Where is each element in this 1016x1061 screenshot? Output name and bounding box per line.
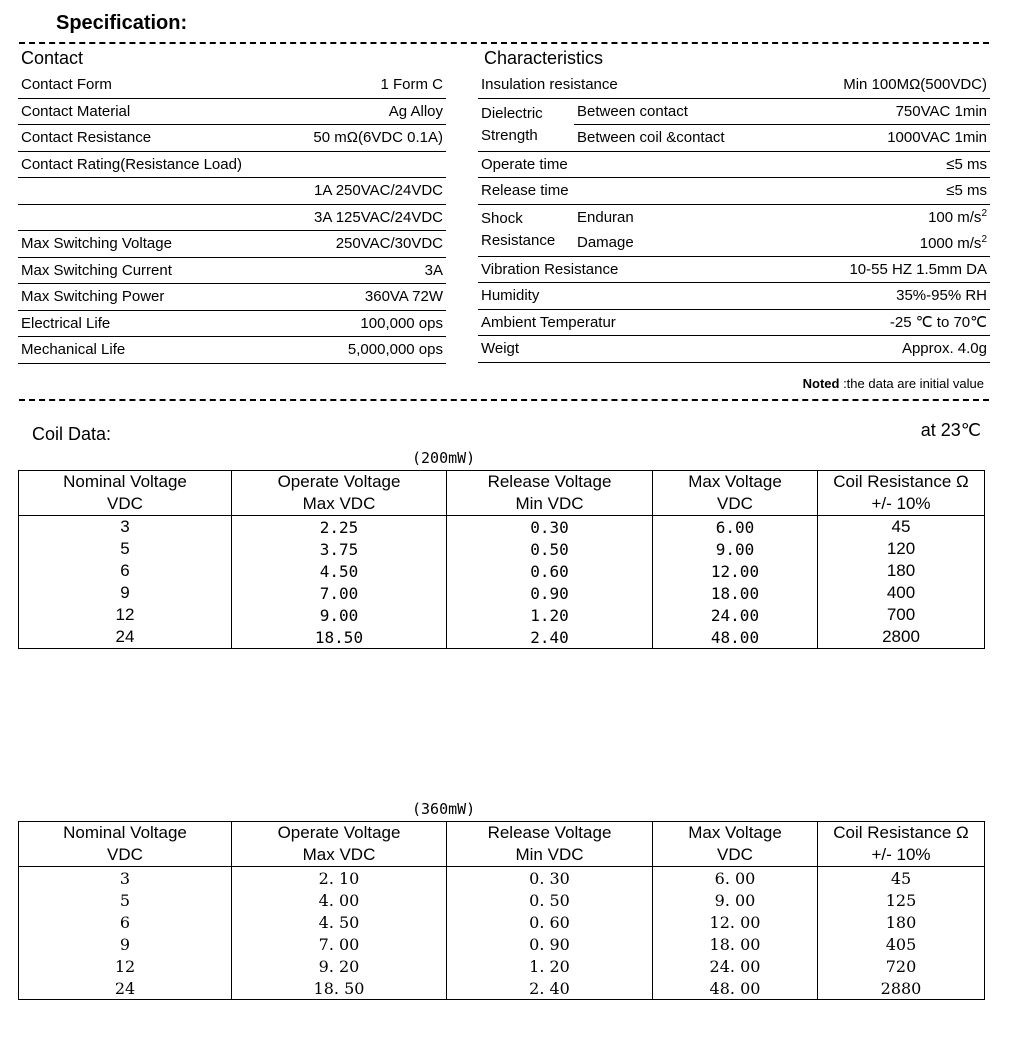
table-cell: 6. 00 [653, 867, 818, 890]
contact-row [18, 284, 446, 311]
column-header-line1: Coil Resistance Ω [833, 823, 969, 842]
char-row-release [478, 178, 990, 205]
column-header-line2: +/- 10% [871, 845, 931, 864]
column-header-line2: VDC [107, 494, 143, 513]
noted-bold: Noted [802, 376, 840, 391]
weight-value: Approx. 4.0g [774, 336, 990, 363]
char-row-ambient [478, 309, 990, 336]
column-header-line2: +/- 10% [871, 494, 931, 513]
damage-sup: 2 [981, 233, 987, 245]
table-row [19, 516, 985, 539]
release-value: ≤5 ms [774, 178, 990, 205]
table-cell: 45 [818, 867, 985, 890]
table-cell: 5 [19, 889, 232, 911]
damage-label: Damage [574, 230, 774, 256]
page-title: Specification: [56, 12, 188, 34]
between-contact-label: Between contact [574, 98, 774, 125]
between-coil-value: 1000VAC 1min [774, 125, 990, 152]
ambient-value: -25 ℃ to 70℃ [774, 309, 990, 336]
endurance-value-cell [774, 204, 990, 230]
table-cell: 2. 40 [447, 977, 653, 1000]
char-row-humidity [478, 283, 990, 310]
column-header-line1: Nominal Voltage [63, 823, 187, 842]
table-cell: 4. 50 [232, 911, 447, 933]
shock-label-2: Resistance [481, 232, 556, 249]
table-cell: 18. 50 [232, 977, 447, 1000]
coil-temperature: at 23℃ [920, 420, 981, 440]
contact-row [18, 178, 446, 205]
column-header [232, 471, 447, 516]
table1-power-label: (200mW) [412, 449, 476, 467]
release-label: Release time [478, 178, 774, 205]
table-cell: 12. 00 [653, 911, 818, 933]
contact-label: Max Switching Voltage [18, 231, 248, 258]
char-row-shock-1 [478, 204, 990, 230]
table-cell: 9. 00 [653, 889, 818, 911]
column-header-line1: Nominal Voltage [63, 472, 187, 491]
shock-label-1: Shock [481, 210, 523, 227]
table-cell: 24 [19, 626, 232, 649]
contact-value: 50 mΩ(6VDC 0.1A) [248, 125, 446, 152]
table-cell: 180 [818, 911, 985, 933]
contact-value: Ag Alloy [248, 98, 446, 125]
column-header [653, 471, 818, 516]
coil-table-200mw [18, 470, 985, 649]
characteristics-table [478, 72, 990, 363]
vibration-label: Vibration Resistance [478, 256, 774, 283]
char-row-insulation [478, 72, 990, 98]
table-cell: 120 [818, 538, 985, 560]
column-header [447, 471, 653, 516]
table2-power-label: (360mW) [412, 800, 476, 818]
contact-label: Contact Resistance [18, 125, 248, 152]
dielectric-label-2: Strength [481, 126, 538, 144]
table-cell: 2800 [818, 626, 985, 649]
table-cell: 4. 00 [232, 889, 447, 911]
vibration-value: 10-55 HZ 1.5mm DA [774, 256, 990, 283]
column-header-line2: Max VDC [302, 494, 376, 513]
contact-value: 250VAC/30VDC [248, 231, 446, 258]
table-cell: 45 [818, 516, 985, 539]
coil-data-heading: Coil Data: [32, 424, 112, 444]
contact-label [18, 178, 248, 205]
contact-value: 1A 250VAC/24VDC [248, 178, 446, 205]
table-cell: 2.25 [232, 516, 447, 539]
table-row [19, 538, 985, 560]
operate-label: Operate time [478, 151, 774, 178]
noted-text [803, 376, 984, 391]
damage-value: 1000 m/s [919, 234, 982, 252]
contact-row [18, 98, 446, 125]
column-header-line1: Operate Voltage [277, 472, 401, 491]
column-header-line1: Operate Voltage [277, 823, 401, 842]
contact-value: 360VA 72W [248, 284, 446, 311]
insulation-label: Insulation resistance [478, 72, 774, 98]
table-row [19, 626, 985, 649]
contact-label: Max Switching Current [18, 257, 248, 284]
table-cell: 125 [818, 889, 985, 911]
contact-label: Electrical Life [18, 310, 248, 337]
contact-heading: Contact [21, 48, 84, 68]
column-header-line1: Max Voltage [688, 823, 782, 842]
table-cell: 0.60 [447, 560, 653, 582]
contact-row [18, 231, 446, 258]
table-row [19, 582, 985, 604]
column-header-line1: Release Voltage [487, 472, 612, 491]
contact-row [18, 151, 446, 178]
contact-table [18, 72, 446, 364]
table-row [19, 867, 985, 890]
table-cell: 9.00 [232, 604, 447, 626]
table-cell: 405 [818, 933, 985, 955]
table-cell: 6 [19, 560, 232, 582]
column-header-line1: Coil Resistance Ω [833, 472, 969, 491]
table-cell: 9 [19, 933, 232, 955]
table-cell: 1.20 [447, 604, 653, 626]
middle-divider [19, 399, 989, 401]
column-header [232, 822, 447, 867]
contact-row [18, 257, 446, 284]
contact-row [18, 337, 446, 364]
table-cell: 2880 [818, 977, 985, 1000]
contact-value: 3A [248, 257, 446, 284]
column-header [19, 822, 232, 867]
table-cell: 48. 00 [653, 977, 818, 1000]
contact-value: 1 Form C [248, 72, 446, 98]
table-cell: 0. 90 [447, 933, 653, 955]
table-row [19, 977, 985, 1000]
table-cell: 12.00 [653, 560, 818, 582]
table-cell: 18.00 [653, 582, 818, 604]
table-cell: 2. 10 [232, 867, 447, 890]
table-cell: 12 [19, 955, 232, 977]
table-cell: 400 [818, 582, 985, 604]
table-cell: 180 [818, 560, 985, 582]
table-cell: 720 [818, 955, 985, 977]
table-cell: 2.40 [447, 626, 653, 649]
column-header [653, 822, 818, 867]
table-cell: 0.90 [447, 582, 653, 604]
contact-label [18, 204, 248, 231]
char-row-operate [478, 151, 990, 178]
contact-row [18, 72, 446, 98]
table-cell: 0.30 [447, 516, 653, 539]
table-cell: 5 [19, 538, 232, 560]
char-row-vibration [478, 256, 990, 283]
endurance-label: Enduran [577, 208, 634, 226]
damage-value-cell [774, 230, 990, 256]
char-row-dielectric-1 [478, 98, 990, 125]
endurance-value: 100 m/s [928, 209, 982, 227]
contact-row [18, 310, 446, 337]
between-coil-label: Between coil &contact [574, 125, 774, 152]
column-header [447, 822, 653, 867]
contact-label: Contact Rating(Resistance Load) [18, 151, 446, 178]
table-cell: 1. 20 [447, 955, 653, 977]
contact-label: Mechanical Life [18, 337, 248, 364]
contact-value: 5,000,000 ops [248, 337, 446, 364]
column-header [818, 822, 985, 867]
table-cell: 0. 50 [447, 889, 653, 911]
dielectric-label [478, 98, 574, 151]
table-row [19, 560, 985, 582]
table-cell: 9.00 [653, 538, 818, 560]
table-cell: 0. 60 [447, 911, 653, 933]
column-header-line2: VDC [717, 494, 753, 513]
weight-label: Weigt [478, 336, 774, 363]
insulation-value: Min 100MΩ(500VDC) [774, 72, 990, 98]
column-header-line2: Max VDC [302, 845, 376, 864]
column-header [818, 471, 985, 516]
column-header [19, 471, 232, 516]
humidity-value: 35%-95% RH [774, 283, 990, 310]
table-cell: 6.00 [653, 516, 818, 539]
table-cell: 0.50 [447, 538, 653, 560]
between-contact-value: 750VAC 1min [774, 98, 990, 125]
table-cell: 700 [818, 604, 985, 626]
table-row [19, 889, 985, 911]
table-cell: 18. 00 [653, 933, 818, 955]
table-cell: 9. 20 [232, 955, 447, 977]
table-cell: 9 [19, 582, 232, 604]
table-cell: 0. 30 [447, 867, 653, 890]
table-row [19, 604, 985, 626]
humidity-label: Humidity [478, 283, 774, 310]
table-row [19, 955, 985, 977]
contact-row [18, 204, 446, 231]
contact-label: Max Switching Power [18, 284, 248, 311]
characteristics-heading: Characteristics [484, 48, 604, 68]
table-cell: 6 [19, 911, 232, 933]
table-cell: 24. 00 [653, 955, 818, 977]
table-cell: 3 [19, 516, 232, 539]
column-header-line2: Min VDC [515, 494, 584, 513]
contact-label: Contact Material [18, 98, 248, 125]
table-cell: 7. 00 [232, 933, 447, 955]
contact-value: 3A 125VAC/24VDC [248, 204, 446, 231]
table-cell: 24.00 [653, 604, 818, 626]
table-cell: 12 [19, 604, 232, 626]
table-row [19, 911, 985, 933]
table-cell: 3 [19, 867, 232, 890]
column-header-line2: VDC [107, 845, 143, 864]
char-row-weight [478, 336, 990, 363]
table-cell: 18.50 [232, 626, 447, 649]
ambient-label: Ambient Temperatur [478, 309, 774, 336]
table-row [19, 933, 985, 955]
endurance-sup: 2 [981, 208, 987, 220]
noted-rest: :the data are initial value [839, 376, 984, 391]
dielectric-label-1: Dielectric [481, 104, 543, 122]
contact-label: Contact Form [18, 72, 248, 98]
table-cell: 48.00 [653, 626, 818, 649]
table-cell: 3.75 [232, 538, 447, 560]
top-divider [19, 42, 989, 44]
column-header-line1: Max Voltage [688, 472, 782, 491]
column-header-line1: Release Voltage [487, 823, 612, 842]
table-cell: 7.00 [232, 582, 447, 604]
table-cell: 4.50 [232, 560, 447, 582]
table-cell: 24 [19, 977, 232, 1000]
column-header-line2: Min VDC [515, 845, 584, 864]
contact-value: 100,000 ops [248, 310, 446, 337]
contact-row [18, 125, 446, 152]
column-header-line2: VDC [717, 845, 753, 864]
coil-table-360mw [18, 821, 985, 1000]
shock-label [478, 204, 574, 256]
operate-value: ≤5 ms [774, 151, 990, 178]
